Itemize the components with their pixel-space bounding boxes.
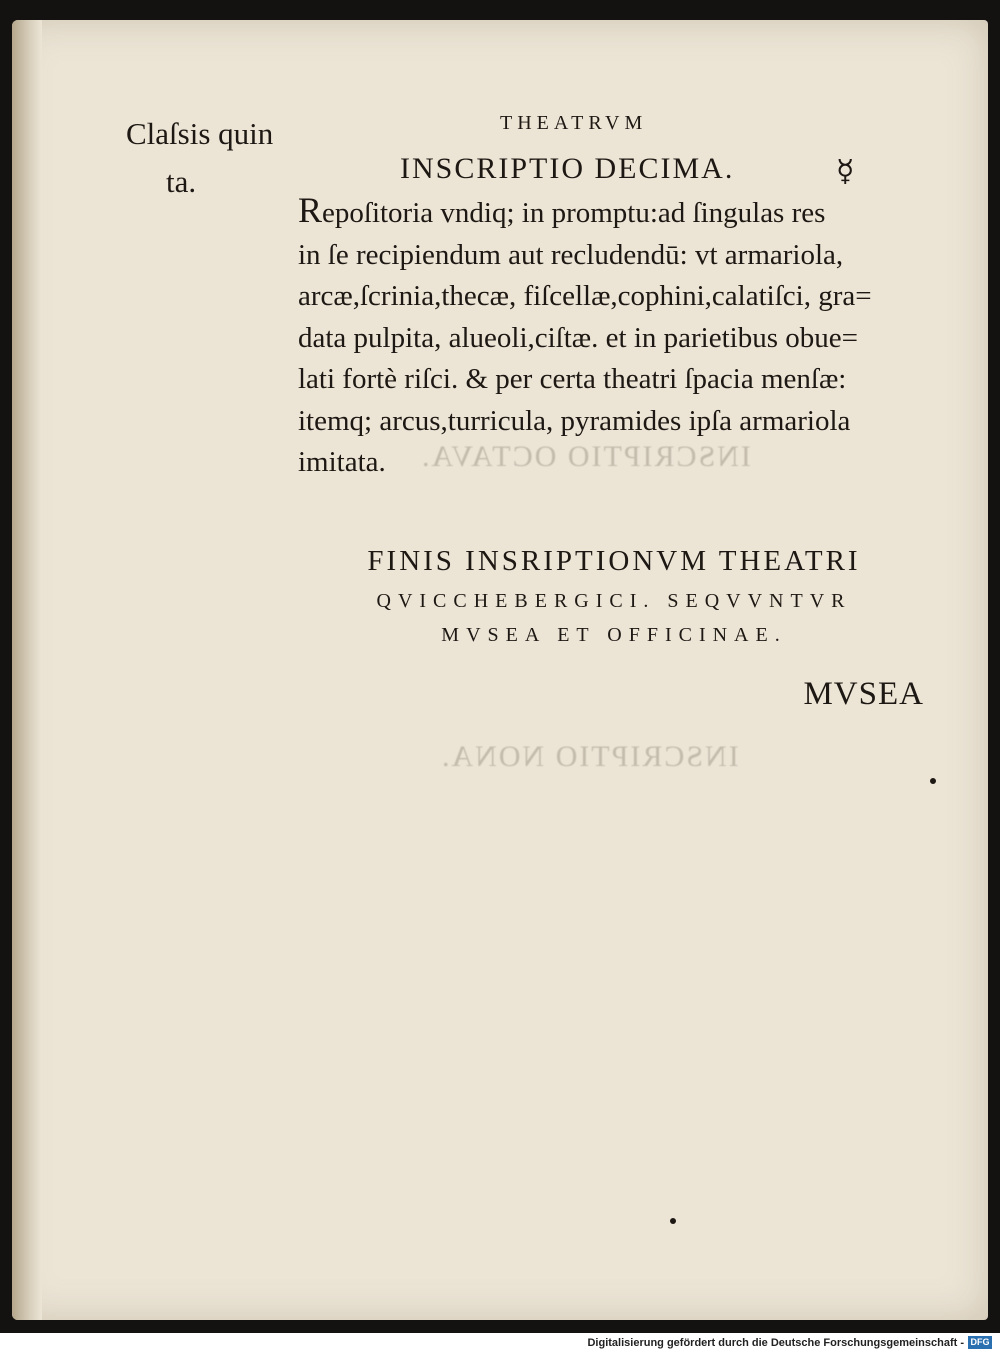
funding-credit: Digitalisierung gefördert durch die Deutsche Forschungsgemeinschaft - (587, 1337, 964, 1349)
catchword: MVSEA (803, 676, 924, 712)
margin-note (126, 110, 296, 206)
bleed-through-heading-2: INSCRIPTIO NONA. (440, 740, 739, 773)
margin-note-line-2: ta. (166, 164, 197, 199)
body-line-3: arcæ,ſcrinia,thecæ, fiſcellæ,cophini,calatiſci, gra= (298, 280, 872, 312)
dfg-logo: DFG (968, 1336, 992, 1349)
finis-block (298, 545, 930, 652)
ink-speck (670, 1218, 676, 1224)
body-line-5: lati fortè riſci. & per certa theatri ſpacia menſæ: (298, 363, 847, 395)
section-heading: INSCRIPTIO DECIMA. (400, 152, 735, 185)
body-line-7: imitata. (298, 446, 386, 478)
mercury-symbol: ☿ (836, 155, 855, 188)
body-line-1 (298, 190, 930, 235)
body-line-4: data pulpita, alueoli,ciſtæ. et in parietibus obue= (298, 321, 858, 354)
drop-capital: R (298, 190, 323, 230)
ink-speck (930, 778, 936, 784)
margin-note-line-1: Claſsis quin (126, 116, 274, 151)
finis-line-1: FINIS INSRIPTIONVM THEATRI (367, 545, 861, 577)
body-text (298, 190, 930, 484)
finis-line-3: MVSEA ET OFFICINAE. (441, 624, 787, 646)
footer-bar (0, 1333, 1000, 1354)
bleed-through-heading-1: INSCRIPTIO OCTAVA. (420, 440, 751, 473)
body-line-1-text: epoſitoria vndiq; in promptu:ad ſingulas res (322, 197, 826, 229)
body-line-2: in ſe recipiendum aut recludendū: vt armariola, (298, 238, 844, 271)
page-gutter-shadow (12, 20, 42, 1320)
finis-line-2: QVICCHEBERGICI. SEQVVNTVR (376, 590, 852, 612)
body-line-6: itemq; arcus,turricula, pyramides ipſa armariola (298, 404, 851, 437)
running-head: THEATRVM (500, 112, 648, 134)
